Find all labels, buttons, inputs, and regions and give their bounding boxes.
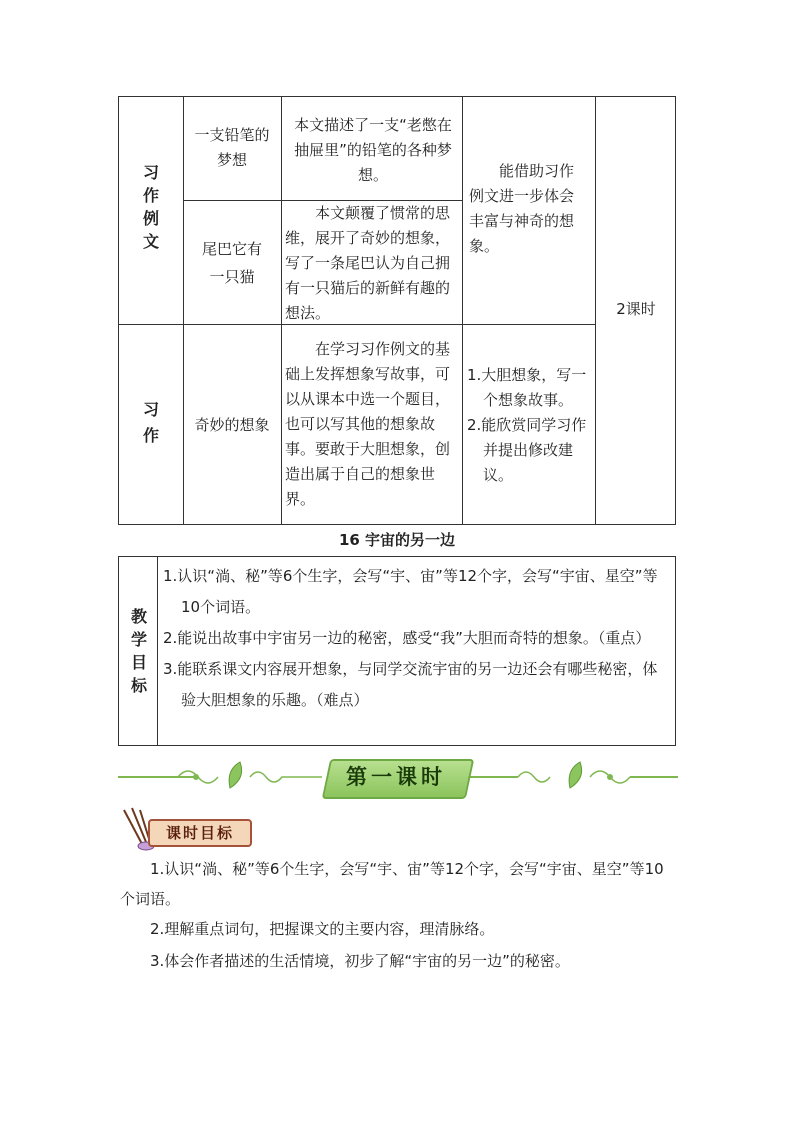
divider bbox=[157, 557, 158, 745]
essay-description: 本文描述了一支“老憋在抽屉里”的铅笔的各种梦想。 bbox=[294, 116, 452, 184]
goal-item: 3.能联系课文内容展开想象，与同学交流宇宙的另一边还会有哪些秘密，体验大胆想象的乐趣。（难点） bbox=[163, 660, 658, 709]
objective-text: 3.体会作者描述的生活情境，初步了解“宇宙的另一边”的秘密。 bbox=[150, 952, 570, 970]
lesson-objectives-badge bbox=[148, 819, 252, 847]
writing-description: 在学习习作例文的基础上发挥想象写故事，可以从课本中选一个题目，也可以写其他的想象故事。要敢于大胆想象，创造出属于自己的想象世界。 bbox=[285, 340, 451, 508]
objective-text: 2.理解重点词句，把握课文的主要内容，理清脉络。 bbox=[150, 920, 495, 938]
teaching-goals-table bbox=[118, 556, 676, 746]
divider bbox=[183, 97, 184, 524]
essay-title: 一支铅笔的梦想 bbox=[194, 126, 270, 169]
example-goal: 能借助习作例文进一步体会丰富与神奇的想象。 bbox=[469, 162, 575, 255]
section-header-writing: 习作 bbox=[142, 400, 159, 445]
objective-item bbox=[120, 914, 676, 944]
goal-item: 2.能说出故事中宇宙另一边的秘密，感受“我”大胆而奇特的想象。（重点） bbox=[163, 629, 651, 647]
writing-goals bbox=[467, 363, 591, 488]
section-banner-label: 第一课时 bbox=[346, 764, 446, 789]
writing-goal-item: 2.能欣赏同学习作并提出修改建议。 bbox=[467, 416, 587, 484]
section-header-example: 习作例文 bbox=[142, 163, 159, 251]
divider bbox=[281, 97, 282, 524]
divider bbox=[595, 97, 596, 524]
objective-item bbox=[120, 854, 676, 914]
goal-item: 1.认识“淌、秘”等6个生字，会写“宇、宙”等12个字，会写“宇宙、星空”等10个词语。 bbox=[163, 567, 658, 616]
essay-title: 尾巴它有一只猫 bbox=[201, 240, 262, 286]
writing-goal-item: 1.大胆想象，写一个想象故事。 bbox=[467, 366, 587, 409]
writing-topic: 奇妙的想象 bbox=[194, 416, 270, 434]
divider bbox=[462, 97, 463, 524]
lesson-title: 16 宇宙的另一边 bbox=[338, 531, 456, 549]
teaching-goals-header: 教学目标 bbox=[130, 607, 147, 695]
lesson-objectives-badge-label: 课时目标 bbox=[165, 824, 234, 842]
teaching-goals-list bbox=[163, 561, 671, 716]
unit-plan-table bbox=[118, 96, 676, 525]
objective-item bbox=[120, 946, 676, 976]
class-hours: 2课时 bbox=[616, 300, 656, 318]
essay-description: 本文颠覆了惯常的思维，展开了奇妙的想象，写了一条尾巴认为自己拥有一只猫后的新鲜有趣的想法。 bbox=[285, 204, 451, 322]
objective-text: 1.认识“淌、秘”等6个生字，会写“宇、宙”等12个字，会写“宇宙、星空”等10个词语。 bbox=[120, 860, 664, 908]
